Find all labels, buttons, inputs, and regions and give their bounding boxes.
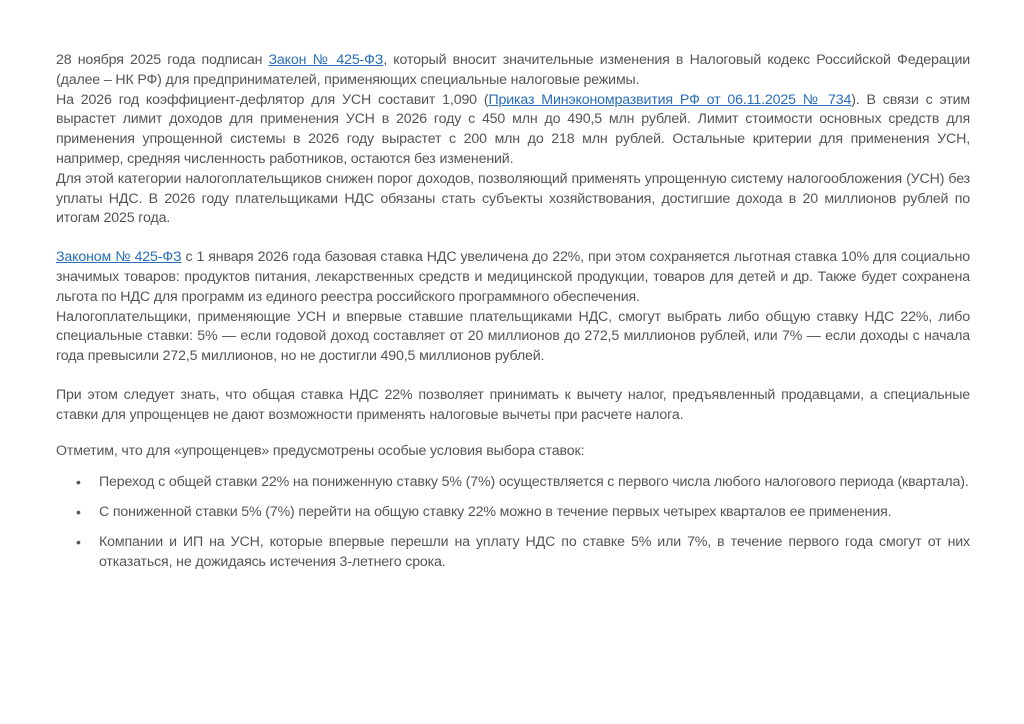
list-item-text: Компании и ИП на УСН, которые впервые перешли на уплату НДС по ставке 5% или 7%, в течение первого года смогут от них отказаться, не дожидаясь истечения 3-летнего срока. <box>99 533 970 570</box>
paragraph-text: На 2026 год коэффициент-дефлятор для УСН составит 1,090 ( <box>56 91 489 108</box>
law-425-link[interactable]: Закон № 425-ФЗ <box>268 52 384 68</box>
list-item <box>56 533 970 573</box>
spacer <box>56 229 970 248</box>
paragraph-text: с 1 января 2026 года базовая ставка НДС увеличена до 22%, при этом сохраняется льготная ставка 10% для социально значимых товаров: продуктов питания, лекарственных средств и медицинской продукции, товаров для детей и др. Также будет сохранена льгота по НДС для программ из единого реестра российского программного обеспечения. <box>56 249 970 305</box>
paragraph-law-signed <box>56 51 970 91</box>
paragraph-special-rates: Налогоплательщики, применяющие УСН и впервые ставшие плательщиками НДС, смогут выбрать либо общую ставку НДС 22%, либо специальные ставки: 5% — если годовой доход составляет от 20 миллионов до 272,5 миллионов рублей, или 7% — если доходы с начала года превысили 272,5 миллионов, но не достигли 490,5 миллионов рублей. <box>56 308 970 365</box>
paragraph-deflator <box>56 91 970 170</box>
list-item <box>56 473 970 493</box>
spacer <box>56 426 970 442</box>
paragraph-deductions: При этом следует знать, что общая ставка НДС 22% позволяет принимать к вычету налог, предъявленный продавцами, а специальные ставки для упрощенцев не дают возможности применять налоговые вычеты при расчете налога. <box>56 386 970 423</box>
document-body <box>56 51 970 583</box>
paragraph-vat-rate <box>56 248 970 307</box>
bullet-icon: • <box>76 504 81 521</box>
list-item <box>56 503 970 523</box>
spacer <box>56 367 970 386</box>
bullet-icon: • <box>76 533 81 550</box>
paragraph-text: ). В связи с этим вырастет лимит доходов для применения УСН в 2026 году с 450 млн до 490,5 млн рублей. Лимит стоимости основных средств для применения упрощенной системы в 2026 году вырастет с 200 млн до 218 млн рублей. Остальные критерии для применения УСН, например, средняя численность работников, остаются без изменений. <box>56 91 970 167</box>
list-item-text: С пониженной ставки 5% (7%) перейти на общую ставку 22% можно в течение первых четырех кварталов ее применения. <box>99 504 892 521</box>
paragraph-vat-threshold: Для этой категории налогоплательщиков снижен порог доходов, позволяющий применять упрощенную систему налогообложения (УСН) без уплаты НДС. В 2026 году плательщиками НДС обязаны стать субъекты хозяйствования, достигшие дохода в 20 миллионов рублей по итогам 2025 года. <box>56 170 970 227</box>
paragraph-text: , который вносит значительные изменения в Налоговый кодекс Российской Федерации (далее – НК РФ) для предпринимателей, применяющих специальные налоговые режимы. <box>56 52 970 88</box>
paragraph-conditions-intro: Отметим, что для «упрощенцев» предусмотрены особые условия выбора ставок: <box>56 442 585 459</box>
order-734-link[interactable]: Приказ Минэкономразвития РФ от 06.11.2025 № 734 <box>488 91 852 108</box>
bullet-icon: • <box>76 474 81 491</box>
paragraph-text: 28 ноября 2025 года подписан <box>56 52 269 68</box>
list-item-text: Переход с общей ставки 22% на пониженную ставку 5% (7%) осуществляется с первого числа любого налогового периода (квартала). <box>99 474 969 491</box>
law-425-link-2[interactable]: Законом № 425-ФЗ <box>56 249 182 266</box>
conditions-list <box>56 473 970 572</box>
